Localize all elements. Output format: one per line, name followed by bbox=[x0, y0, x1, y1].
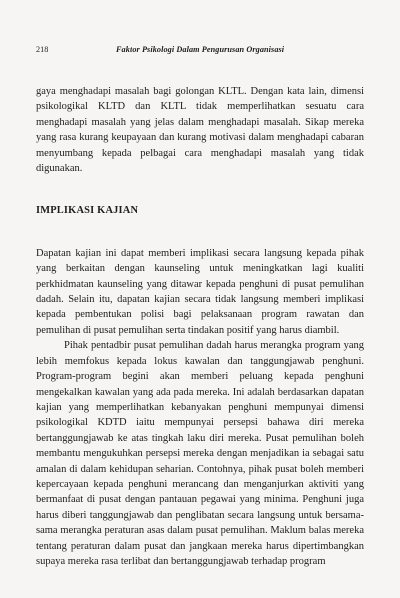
page-header bbox=[36, 45, 364, 59]
section-heading: IMPLIKASI KAJIAN bbox=[36, 205, 139, 217]
running-title: Faktor Psikologi Dalam Pengurusan Organisasi bbox=[116, 45, 285, 54]
paragraph-3: Pihak pentadbir pusat pemulihan dadah harus merangka program yang lebih memfokus kepada lokus kawalan dan tanggungjawab penghuni. Program-program begini akan memberi peluang kepada penghuni mengekalkan kawalan yang ada pada mereka. Ini adalah berdasarkan dapatan kajian yang memperlihatkan kebanyakan penghuni mempunyai dimensi psikologikal KDTD iaitu mempunyai persepsi bahawa diri mereka bertanggungjawab ke atas tingkah laku diri mereka. Pusat pemulihan boleh membantu mengukuhkan persepsi mereka dengan menjadikan ia sebagai satu amalan di dalam kehidupan seharian. Contohnya, pihak pusat boleh memberi kepercayaan kepada penghuni merancang dan menganjurkan aktiviti yang bermanfaat di pusat dengan pantauan pegawai yang minima. Penghuni juga harus diberi tanggungjawab dan penglibatan secara langsung untuk bersama-sama merangka peraturan asas dalam pusat pemulihan. Maklum balas mereka tentang peraturan dalam pusat dan jangkaan mereka harus dipertimbangkan supaya mereka rasa terlibat dan bertanggungjawab terhadap program bbox=[36, 340, 364, 567]
page-number: 218 bbox=[36, 45, 49, 54]
paragraph-2: Dapatan kajian ini dapat memberi implikasi secara langsung kepada pihak yang berkaitan dengan kaunseling untuk meningkatkan lagi kualiti perkhidmatan kaunseling yang ditawar kepada penghuni di pusat pemulihan dadah. Selain itu, dapatan kajian secara tidak langsung memberi implikasi kepada pembentukan polisi bagi pelaksanaan program rawatan dan pemulihan di pusat pemulihan serta tindakan positif yang harus diambil. bbox=[36, 247, 364, 336]
page-body bbox=[36, 84, 364, 569]
paragraph-1: gaya menghadapi masalah bagi golongan KLTL. Dengan kata lain, dimensi psikologikal KLTD dan KLTL tidak memperlihatkan sesuatu cara menghadapi masalah yang jelas dalam menghadapi masalah. Sikap mereka yang rasa kurang keupayaan dan kurang motivasi dalam menghadapi cabaran menyumbang kepada pelbagai cara menghadapi masalah yang tidak digunakan. bbox=[36, 86, 364, 175]
